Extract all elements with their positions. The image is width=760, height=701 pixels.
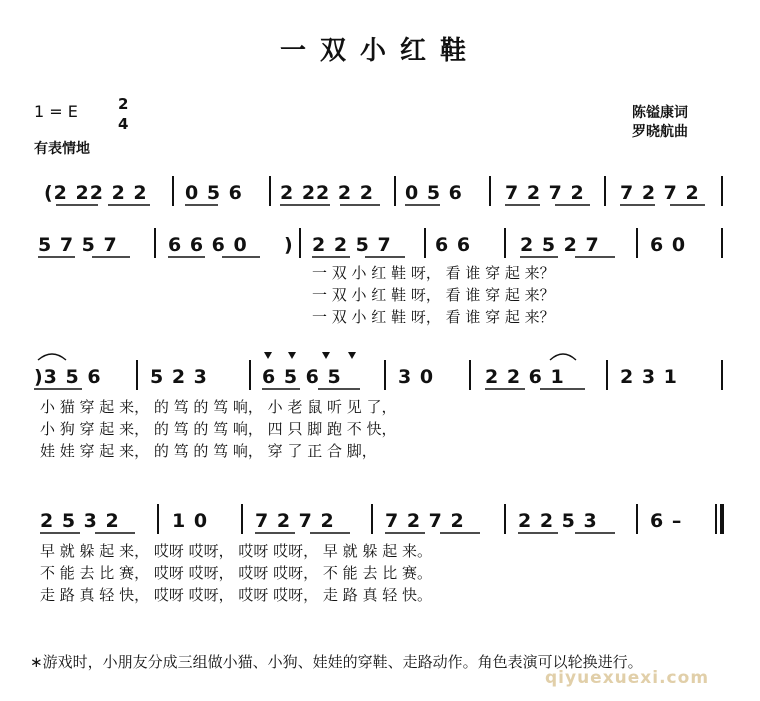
lyric-line: 娃 娃 穿 起 来， 的 笃 的 笃 响， 穿 了 正 合 脚， — [40, 442, 377, 460]
time-signature-bottom: 4 — [118, 115, 129, 133]
measure: 2 3 1 — [620, 366, 678, 388]
measure: 2 2 5 7 — [312, 234, 392, 256]
measure: 3 0 — [398, 366, 435, 388]
measure: 2 22 2 2 — [280, 182, 374, 204]
lyric-line: 一 双 小 红 鞋 呀， 看 谁 穿 起 来？ — [312, 286, 555, 304]
lyric-line: 不 能 去 比 赛， 哎呀 哎呀， 哎呀 哎呀， 不 能 去 比 赛。 — [40, 564, 432, 582]
measure: 6 6 6 0 — [168, 234, 248, 256]
repeat-close: ) — [284, 234, 294, 256]
measure: 7 2 7 2 — [385, 510, 465, 532]
composer-credit: 罗晓航曲 — [632, 124, 688, 140]
measure: 2 5 3 2 — [40, 510, 120, 532]
site-watermark: qiyuexuexi.com — [545, 668, 710, 688]
measure: 7 2 7 2 — [255, 510, 335, 532]
measure: 7 2 7 2 — [620, 182, 700, 204]
measure: 6 0 — [650, 234, 687, 256]
measure: (2 22 2 2 — [44, 182, 148, 204]
measure: 0 5 6 — [405, 182, 463, 204]
lyric-line: 一 双 小 红 鞋 呀， 看 谁 穿 起 来？ — [312, 308, 555, 326]
key-signature: 1 = E — [34, 102, 78, 121]
measure: )3 5 6 — [34, 366, 102, 388]
measure: 5 2 3 — [150, 366, 208, 388]
measure: 7 2 7 2 — [505, 182, 585, 204]
expression-mark: 有表情地 — [34, 141, 90, 157]
measure: 2 2 5 3 — [518, 510, 598, 532]
measure: 1 0 — [172, 510, 209, 532]
lyric-line: 早 就 躲 起 来， 哎呀 哎呀， 哎呀 哎呀， 早 就 躲 起 来。 — [40, 542, 432, 560]
measure: 5 7 5 7 — [38, 234, 118, 256]
song-title: 一双小红鞋 — [279, 36, 480, 66]
measure: 6 – — [650, 510, 683, 532]
measure: 6 6 — [435, 234, 472, 256]
measure: 2 5 2 7 — [520, 234, 600, 256]
lyric-line: 小 狗 穿 起 来， 的 笃 的 笃 响， 四 只 脚 跑 不 快， — [40, 420, 397, 438]
lyric-line: 一 双 小 红 鞋 呀， 看 谁 穿 起 来？ — [312, 264, 555, 282]
measure: 0 5 6 — [185, 182, 243, 204]
lyric-line: 小 猫 穿 起 来， 的 笃 的 笃 响， 小 老 鼠 听 见 了， — [40, 398, 397, 416]
lyric-line: 走 路 真 轻 快， 哎呀 哎呀， 哎呀 哎呀， 走 路 真 轻 快。 — [40, 586, 432, 604]
performance-footnote: ∗游戏时，小朋友分成三组做小猫、小狗、娃娃的穿鞋、走路动作。角色表演可以轮换进行。 — [30, 653, 643, 671]
measure: 6 5 6 5 — [262, 366, 342, 388]
time-signature-top: 2 — [118, 95, 129, 113]
lyricist-credit: 陈镒康词 — [632, 105, 688, 121]
measure: 2 2 6 1 — [485, 366, 565, 388]
